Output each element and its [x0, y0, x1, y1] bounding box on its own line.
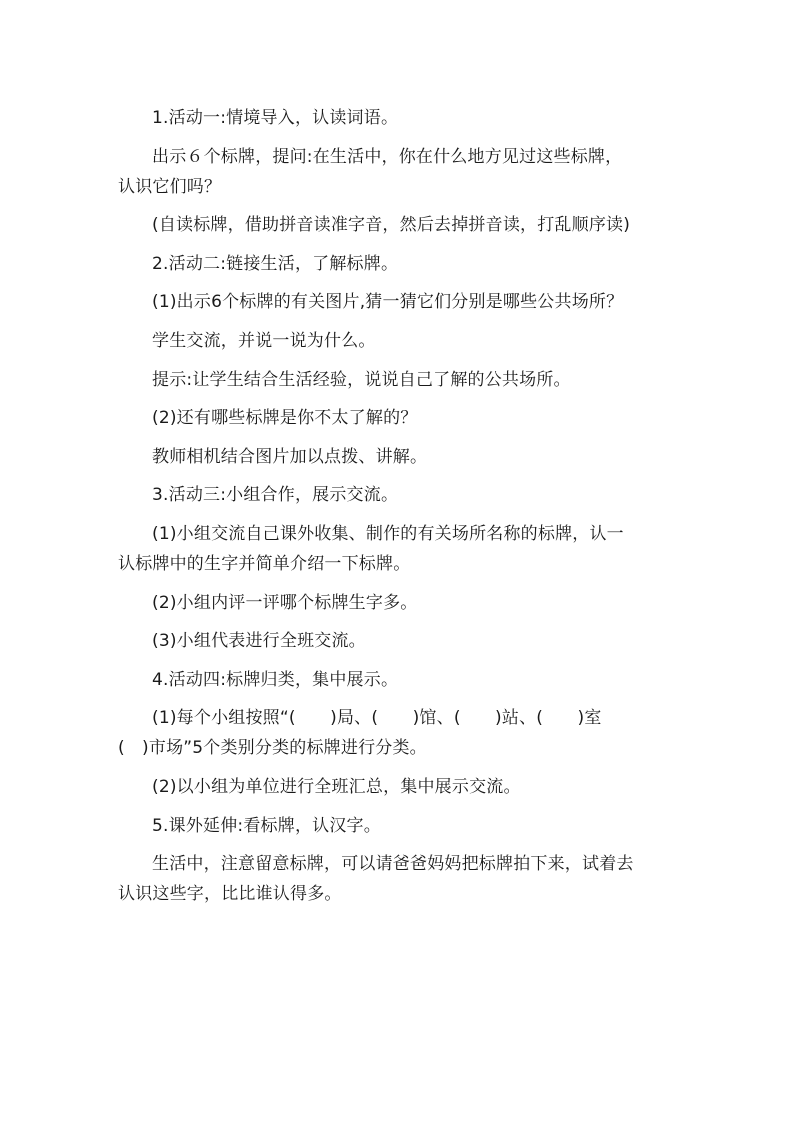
paragraph-activity-3-heading: 3.活动三:小组合作，展示交流。 [152, 485, 399, 506]
paragraph-daily-life [118, 849, 678, 909]
paragraph-line: 认识它们吗？ [118, 176, 222, 197]
paragraph-group-evaluate: (2)小组内评一评哪个标牌生字多。 [152, 592, 418, 613]
paragraph-line: 出示６个标牌，提问:在生活中，你在什么地方见过这些标牌， [152, 146, 623, 167]
paragraph-class-summary: (2)以小组为单位进行全班汇总，集中展示交流。 [152, 776, 521, 797]
paragraph-line: 认识这些字，比比谁认得多。 [118, 884, 342, 905]
paragraph-line: ( )市场”5个类别分类的标牌进行分类。 [118, 738, 427, 759]
paragraph-classify-signs [118, 703, 678, 763]
document-body [118, 103, 678, 918]
paragraph-hint: 提示:让学生结合生活经验，说说自己了解的公共场所。 [152, 369, 571, 390]
paragraph-activity-2-heading: 2.活动二:链接生活，了解标牌。 [152, 253, 399, 274]
paragraph-group-exchange [118, 519, 678, 579]
paragraph-line: 生活中，注意留意标牌，可以请爸爸妈妈把标牌拍下来，试着去 [152, 854, 634, 875]
paragraph-self-read: (自读标牌，借助拼音读准字音，然后去掉拼音读，打乱顺序读) [152, 215, 631, 236]
paragraph-teacher-explain: 教师相机结合图片加以点拨、讲解。 [152, 446, 428, 467]
paragraph-line: (1)每个小组按照“( )局、( )馆、( )站、( )室 [152, 708, 602, 729]
paragraph-activity-5-heading: 5.课外延伸:看标牌，认汉字。 [152, 815, 381, 836]
paragraph-show-signs [118, 142, 678, 202]
paragraph-line: 认标牌中的生字并简单介绍一下标牌。 [118, 553, 411, 574]
paragraph-activity-4-heading: 4.活动四:标牌归类，集中展示。 [152, 669, 399, 690]
paragraph-activity-1-heading: 1.活动一:情境导入，认读词语。 [152, 108, 399, 128]
paragraph-guess-places: (1)出示6个标牌的有关图片,猜一猜它们分别是哪些公共场所？ [152, 292, 624, 313]
paragraph-group-representative: (3)小组代表进行全班交流。 [152, 631, 366, 652]
paragraph-line: (1)小组交流自己课外收集、制作的有关场所名称的标牌，认一 [152, 523, 624, 544]
paragraph-student-exchange: 学生交流，并说一说为什么。 [152, 330, 376, 351]
paragraph-unknown-signs: (2)还有哪些标牌是你不太了解的？ [152, 408, 418, 429]
